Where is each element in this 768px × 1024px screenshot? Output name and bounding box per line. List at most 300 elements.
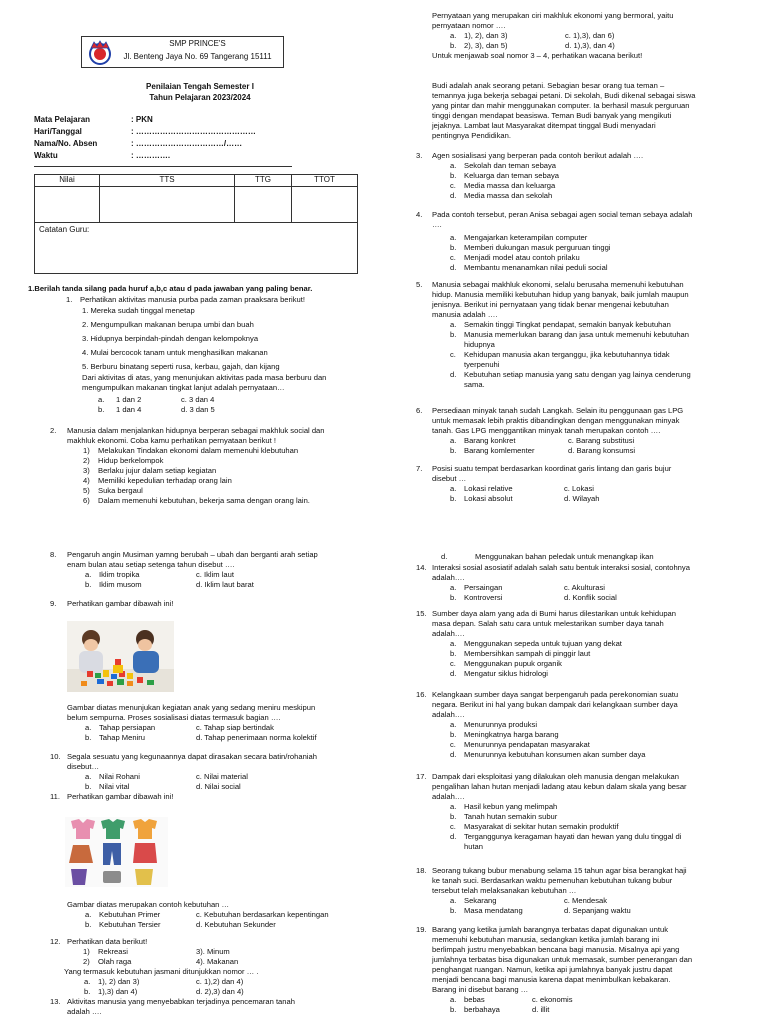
passage-line: pentingnya Pendidikan.	[432, 131, 511, 141]
answer-row	[432, 41, 762, 51]
option-text: Media massa dan sekolah	[464, 191, 553, 201]
question-7	[416, 464, 761, 504]
option-c[interactable]: c. Tahap siap bertindak	[196, 723, 274, 733]
answer-row	[416, 583, 761, 593]
answer-row	[67, 733, 387, 743]
answer-row	[416, 1005, 761, 1015]
answer-option[interactable]	[450, 320, 761, 330]
question-number: 16.	[416, 690, 427, 699]
name-field[interactable]: : ……………………………/……	[131, 139, 243, 148]
option-letter[interactable]: a.	[450, 896, 457, 906]
question-number: 18.	[416, 866, 427, 875]
option-letter[interactable]: b.	[450, 1005, 457, 1015]
option-text: Masyarakat di sekitar hutan semakin produktif	[464, 822, 619, 832]
option-c[interactable]: c. ekonomis	[532, 995, 573, 1005]
question-stem: untuk memasak lebih praktis dibandingkan dengan menggunakan minyak	[432, 416, 680, 426]
answer-option[interactable]	[450, 171, 761, 181]
answer-option[interactable]	[450, 720, 761, 730]
option-text: Media massa dan keluarga	[464, 181, 556, 191]
question-stem: Interaksi sosial asosiatif adalah salah satu bentuk interaksi sosial, contohnya	[432, 563, 690, 572]
question-stem: hidup. Manusia memiliki kebutuhan hidup yang banyak, baik jumlah maupun	[432, 290, 689, 300]
score-header-ttot: TTOT	[292, 175, 358, 187]
option-letter: d.	[450, 669, 457, 679]
option-letter[interactable]: b.	[450, 593, 457, 603]
question-number: 7.	[416, 464, 423, 473]
answer-row	[416, 484, 761, 494]
answer-option[interactable]	[450, 740, 761, 750]
option-letter[interactable]: a.	[450, 995, 457, 1005]
question-number: 15.	[416, 609, 427, 618]
question-text: Pernyataan yang merupakan ciri makhluk ekonomi yang bermoral, yaitu	[432, 11, 674, 20]
question-stem: Gambar diatas merupakan contoh kebutuhan …	[67, 900, 230, 909]
teacher-notes-label: Catatan Guru:	[39, 225, 90, 234]
reading-passage	[432, 81, 767, 141]
option-b[interactable]: Kontroversi	[464, 593, 503, 603]
question-stem: Segala sesuatu yang kegunaannya dapat dirasakan secara batin/rohaniah	[67, 752, 317, 761]
answer-option[interactable]	[450, 243, 761, 253]
option-d[interactable]: d. Kebutuhan Sekunder	[196, 920, 276, 930]
option-a[interactable]: 1), 2), dan 3)	[464, 31, 508, 41]
option-text: Sekolah dan teman sebaya	[464, 161, 557, 171]
option-letter[interactable]: a.	[98, 395, 105, 405]
question-stem: ke tanah suci. Berdasarkan waktu pemenuhan kebutuhan tukang bubur	[432, 876, 673, 886]
question-number: 13.	[50, 997, 61, 1007]
option-a[interactable]: Sekarang	[464, 896, 497, 906]
option-letter: b.	[450, 649, 457, 659]
option-c[interactable]: c. 3 dan 4	[181, 395, 215, 405]
question-stem: Manusia dalam menjalankan hidupnya berperan sebagai makhluk social dan	[67, 426, 325, 435]
score-cell[interactable]	[100, 186, 235, 222]
option-c[interactable]: c. 1),3), dan 6)	[565, 31, 615, 41]
answer-row	[82, 405, 366, 415]
answer-row	[67, 910, 387, 920]
answer-option[interactable]	[450, 253, 761, 263]
question-number: 8.	[50, 550, 57, 559]
option-d[interactable]: d. Wilayah	[564, 494, 600, 504]
option-b[interactable]: 1),3) dan 4)	[98, 987, 138, 997]
answer-option[interactable]	[450, 370, 761, 380]
option-letter[interactable]: b.	[85, 920, 92, 930]
question-number: 6.	[416, 406, 423, 415]
answer-option[interactable]	[450, 750, 761, 760]
score-cell[interactable]	[292, 186, 358, 222]
question-stem: Perhatikan aktivitas manusia purba pada zaman praaksara berikut!	[80, 295, 305, 304]
option-c[interactable]: c. Kebutuhan berdasarkan kepentingan	[196, 910, 329, 920]
statement-number: 4)	[83, 476, 90, 486]
option-letter: a.	[450, 720, 457, 730]
option-text: hutan	[464, 842, 484, 852]
question-number: 9.	[50, 599, 57, 608]
option-letter[interactable]: a.	[450, 583, 457, 593]
option-d[interactable]: d. Barang konsumsi	[568, 446, 636, 456]
answer-row	[50, 977, 380, 987]
score-cell[interactable]	[35, 186, 100, 222]
question-15	[416, 609, 761, 679]
option-letter: a.	[450, 802, 457, 812]
question-stem: Yang termasuk kebutuhan jasmani ditunjukkan nomor … .	[64, 967, 259, 977]
name-row	[34, 139, 242, 150]
passage-line: Budi adalah anak seorang petani. Sebagian besar orang tua teman –	[432, 81, 665, 90]
option-d[interactable]: d. Nilai social	[196, 782, 241, 792]
statement-item	[83, 446, 370, 456]
question-number: 17.	[416, 772, 427, 781]
name-label: Nama/No. Absen	[34, 139, 98, 148]
question-stem: Perhatikan gambar dibawah ini!	[67, 599, 174, 608]
question-11-body	[67, 900, 387, 930]
option-letter[interactable]: b.	[85, 580, 92, 590]
option-letter: c.	[450, 181, 456, 191]
question-stem: disebut…	[67, 762, 100, 772]
statement-text: Suka bergaul	[98, 486, 143, 496]
question-stem: pengalihan lahan hutan menjadi ladang atau kebun dalam skala yang besar	[432, 782, 687, 792]
statement-item	[83, 466, 370, 476]
answer-row	[432, 31, 762, 41]
question-stem: berlimpah justru menyebabkan bencana bagi manusia. Misalnya api yang	[432, 945, 680, 955]
option-letter[interactable]: b.	[450, 906, 457, 916]
question-stem: Persediaan minyak tanah sudah Langkah. Selain itu penggunaan gas LPG	[432, 406, 684, 415]
question-5	[416, 280, 761, 390]
question-stem: jenisnya. Berikut ini pernyataan yang tidak benar mengenai kebutuhan	[432, 300, 669, 310]
option-letter[interactable]: a.	[450, 436, 457, 446]
option-text: Meningkatnya harga barang	[464, 730, 559, 740]
data-item: Rekreasi	[98, 947, 128, 957]
answer-option[interactable]	[450, 161, 761, 171]
option-text: hidupnya	[464, 340, 495, 350]
answer-option[interactable]	[450, 822, 761, 832]
statement-number: 2)	[83, 456, 90, 466]
statement-item	[83, 456, 370, 466]
statement-text: Berlaku jujur dalam setiap kegiatan	[98, 466, 217, 476]
option-letter: a.	[450, 161, 457, 171]
option-d[interactable]: d. 1),3), dan 4)	[565, 41, 615, 51]
children-playing-image	[67, 621, 174, 692]
time-label: Waktu	[34, 151, 58, 160]
option-d[interactable]: d. Tahap penerimaan norma kolektif	[196, 733, 317, 743]
statement-item	[83, 486, 370, 496]
answer-option[interactable]	[450, 812, 761, 822]
question-number: 2.	[50, 426, 57, 435]
option-text: Terganggunya keragaman hayati dan hewan yang dulu tinggal di	[464, 832, 682, 842]
question-stem: Sumber daya alam yang ada di Bumi harus dilestarikan untuk kehidupan	[432, 609, 676, 618]
option-b[interactable]: berbahaya	[464, 1005, 500, 1015]
option-b[interactable]: Nilai vital	[99, 782, 130, 792]
option-text: Menggunakan pupuk organik	[464, 659, 562, 669]
score-header-tts: TTS	[100, 175, 235, 187]
answer-row	[416, 593, 761, 603]
option-letter: b.	[450, 243, 457, 253]
data-number: 1)	[83, 947, 90, 957]
answer-option[interactable]	[450, 350, 761, 360]
option-a[interactable]: 1), 2) dan 3)	[98, 977, 140, 987]
answer-row	[416, 896, 761, 906]
option-letter: b.	[450, 330, 457, 340]
option-letter[interactable]: b.	[85, 782, 92, 792]
exam-year: Tahun Pelajaran 2023/2024	[149, 93, 251, 102]
answer-option[interactable]	[450, 181, 761, 191]
option-text: Kehidupan manusia akan terganggu, jika kebutuhannya tidak	[464, 350, 670, 360]
option-text: Semakin tinggi Tingkat pendapat, semakin banyak kebutuhan	[464, 320, 671, 330]
statement-item: 4. Mulai bercocok tanam untuk menghasilkan makanan	[82, 348, 268, 358]
option-text: Membantu menanamkan nilai peduli social	[464, 263, 608, 273]
option-letter[interactable]: a.	[85, 723, 92, 733]
option-letter[interactable]: b.	[450, 41, 457, 51]
question-text: mengumpulkan makanan tingkat lanjut adalah pernyataan…	[82, 383, 285, 393]
option-text: Manusia memerlukan barang dan jasa untuk memenuhi kebutuhan	[464, 330, 689, 340]
option-a[interactable]: Iklim tropika	[99, 570, 140, 580]
option-letter[interactable]: b.	[85, 733, 92, 743]
question-number: 5.	[416, 280, 423, 289]
answer-option[interactable]	[450, 730, 761, 740]
option-letter[interactable]: a.	[450, 484, 457, 494]
answer-row	[67, 920, 387, 930]
option-letter: c.	[450, 740, 456, 750]
question-17	[416, 772, 761, 852]
answer-option[interactable]	[450, 832, 761, 842]
option-a[interactable]: Kebutuhan Primer	[99, 910, 161, 920]
option-text: Menggunakan bahan peledak untuk menangkap ikan	[475, 552, 654, 561]
question-stem: negara. Berikut ini hal yang bukan dampak dari kelangkaan sumber daya	[432, 700, 678, 710]
answer-option[interactable]	[450, 639, 761, 649]
day-field[interactable]: : ………………………………………	[131, 127, 256, 136]
question-stem: Pengaruh angin Musiman yamng berubah – ubah dan berganti arah setiap	[67, 550, 318, 559]
answer-row	[50, 987, 380, 997]
option-c[interactable]: c. 1),2) dan 4)	[196, 977, 244, 987]
question-number: 3.	[416, 151, 423, 160]
option-text: Menurunnya produksi	[464, 720, 538, 730]
option-a[interactable]: 1 dan 2	[116, 395, 142, 405]
answer-option[interactable]	[450, 233, 761, 243]
question-stem: makhluk ekonomi. Coba kamu perhatikan pernyataan berikut !	[67, 436, 276, 446]
question-stem: Perhatikan gambar dibawah ini!	[67, 792, 174, 802]
option-c[interactable]: c. Nilai material	[196, 772, 248, 782]
question-stem: menjadi bencana bagi manusia karena dapat menimbulkan kebakaran.	[432, 975, 671, 985]
option-a[interactable]: Persaingan	[464, 583, 503, 593]
question-4	[416, 210, 761, 273]
school-header	[81, 36, 284, 68]
question-stem: disebut …	[432, 474, 467, 484]
question-text: Dari aktivitas di atas, yang menunjukan aktivitas pada masa berburu dan	[82, 373, 327, 383]
question-2-continued	[432, 11, 762, 61]
option-b[interactable]: 2), 3), dan 5)	[464, 41, 508, 51]
divider	[34, 166, 292, 167]
option-c[interactable]: c. Lokasi	[564, 484, 594, 494]
option-letter[interactable]: a.	[85, 910, 92, 920]
question-stem: belum sempurna. Proses sosialisasi diatas termasuk bagian ….	[67, 713, 281, 723]
option-a[interactable]: Lokasi relative	[464, 484, 513, 494]
statement-item: 1. Mereka sudah tinggal menetap	[82, 306, 195, 316]
question-19	[416, 925, 761, 1015]
question-stem: Perhatikan data berikut!	[67, 937, 148, 946]
question-13-option-d[interactable]	[441, 552, 761, 562]
option-d[interactable]: d. 2),3) dan 4)	[196, 987, 244, 997]
statement-text: Dalam memenuhi kebutuhan, bekerja sama dengan orang lain.	[98, 496, 310, 506]
option-text: Menurunnya pendapatan masyarakat	[464, 740, 590, 750]
answer-row	[416, 995, 761, 1005]
option-b[interactable]: Tahap Meniru	[99, 733, 146, 743]
data-number: 2)	[83, 957, 90, 967]
question-number: 12.	[50, 937, 61, 946]
option-letter: b.	[450, 171, 457, 181]
question-14	[416, 563, 761, 603]
school-logo-icon	[85, 39, 115, 65]
option-b[interactable]: Lokasi absolut	[464, 494, 513, 504]
question-stem: masa depan. Salah satu cara untuk melestarikan sumber daya tanah	[432, 619, 664, 629]
option-d[interactable]: d. illit	[532, 1005, 550, 1015]
option-d[interactable]: d. Konflik social	[564, 593, 617, 603]
answer-option[interactable]	[450, 802, 761, 812]
option-text: Mengatur siklus hidrologi	[464, 669, 548, 679]
option-letter[interactable]: a.	[85, 772, 92, 782]
exam-title: Penilaian Tengah Semester I	[146, 82, 254, 91]
option-c[interactable]: c. Akulturasi	[564, 583, 605, 593]
option-letter[interactable]: b.	[84, 987, 91, 997]
question-stem: adalah….	[432, 710, 465, 720]
statement-number: 3)	[83, 466, 90, 476]
option-text: Kebutuhan setiap manusia yang satu dengan yag lainya cenderung	[464, 370, 691, 380]
question-stem: Manusia sebagai makhluk ekonomi, selalu berusaha memenuhi kebutuhan	[432, 280, 684, 289]
option-a[interactable]: bebas	[464, 995, 485, 1005]
question-stem: memenuhi kebutuhan manusia, sedangkan ketika jumlah barang ini	[432, 935, 660, 945]
data-item: 4). Makanan	[196, 957, 239, 967]
option-letter: c.	[450, 253, 456, 263]
statement-text: Memiliki kepedulian terhadap orang lain	[98, 476, 232, 486]
statement-number: 1)	[83, 446, 90, 456]
option-c[interactable]: c. Iklim laut	[196, 570, 234, 580]
option-letter: c.	[450, 822, 456, 832]
question-stem: Aktivitas manusia yang menyebabkan terjadinya pencemaran tanah	[67, 997, 295, 1007]
data-item: Olah raga	[98, 957, 132, 967]
question-16	[416, 690, 761, 760]
question-12	[50, 937, 380, 1017]
data-row	[50, 947, 380, 957]
question-stem: Barang yang ketika jumlah barangnya terbatas dapat digunakan untuk	[432, 925, 668, 934]
question-stem: penghangat ruangan. Namun, ketika api jumlahnya banyak justru dapat	[432, 965, 673, 975]
option-letter: d.	[450, 832, 457, 842]
option-letter[interactable]: a.	[84, 977, 91, 987]
option-text: sama.	[464, 380, 485, 390]
option-letter: d.	[450, 191, 457, 201]
option-text: Memberi dukungan masuk perguruan tinggi	[464, 243, 611, 253]
answer-option[interactable]	[450, 669, 761, 679]
statement-item: 3. Hidupnya berpindah-pindah dengan kelompoknya	[82, 334, 259, 344]
time-field[interactable]: : ………….	[131, 151, 171, 160]
option-d[interactable]: d. Iklim laut barat	[196, 580, 254, 590]
statement-number: 5)	[83, 486, 90, 496]
section-instruction: 1.Berilah tanda silang pada huruf a,b,c atau d pada jawaban yang paling benar.	[28, 284, 313, 293]
question-stem: manusia adalah ….	[432, 310, 498, 320]
option-b[interactable]: Masa mendatang	[464, 906, 523, 916]
answer-row	[416, 494, 761, 504]
question-number: 19.	[416, 925, 427, 934]
answer-row	[67, 723, 387, 733]
option-text: Membersihkan sampah di pinggir laut	[464, 649, 591, 659]
day-label: Hari/Tanggal	[34, 127, 82, 136]
data-row	[50, 957, 380, 967]
answer-row	[50, 782, 380, 792]
passage-line: tinggi dengan mendapat beasiswa. Teman Budi banyak yang mengikuti	[432, 111, 672, 121]
question-9	[50, 599, 380, 609]
option-text: tyerpenuhi	[464, 360, 500, 370]
option-letter: c.	[450, 350, 456, 360]
question-stem: tanah. Gas LPG menggantikan minyak tanah merupakan contoh ….	[432, 426, 661, 436]
answer-option[interactable]	[450, 191, 761, 201]
option-c[interactable]: c. Barang substitusi	[568, 436, 635, 446]
option-letter: d.	[450, 750, 457, 760]
question-2	[50, 426, 370, 506]
question-stem: Posisi suatu tempat berdasarkan koordinat garis lintang dan garis bujur	[432, 464, 672, 473]
teacher-notes-box[interactable]	[34, 222, 358, 274]
question-number: 14.	[416, 563, 427, 572]
answer-option[interactable]	[450, 263, 761, 273]
school-address: Jl. Benteng Jaya No. 69 Tangerang 15111	[123, 52, 272, 61]
statement-item: 2. Mengumpulkan makanan berupa umbi dan buah	[82, 320, 254, 330]
statement-text: Hidup berkelompok	[98, 456, 164, 466]
question-stem: ….	[432, 220, 442, 230]
score-cell[interactable]	[235, 186, 292, 222]
question-stem: Barang ini disebut barang …	[432, 985, 529, 995]
option-a[interactable]: Nilai Rohani	[99, 772, 140, 782]
subject-value: : PKN	[131, 115, 153, 124]
option-letter[interactable]: a.	[85, 570, 92, 580]
question-stem: Kelangkaan sumber daya sangat berpengaruh pada perekonomian suatu	[432, 690, 679, 699]
score-table	[34, 174, 358, 223]
option-d[interactable]: d. 3 dan 5	[181, 405, 215, 415]
option-text: Menurunnya kebutuhan konsumen akan sumber daya	[464, 750, 646, 760]
option-c[interactable]: c. Mendesak	[564, 896, 608, 906]
clothing-image	[65, 817, 168, 887]
option-b[interactable]: 1 dan 4	[116, 405, 142, 415]
option-b[interactable]: Iklim musom	[99, 580, 142, 590]
answer-row	[82, 395, 366, 405]
option-letter[interactable]: b.	[450, 446, 457, 456]
question-1	[66, 295, 366, 415]
answer-option[interactable]	[450, 649, 761, 659]
statement-list	[50, 446, 370, 506]
question-number: 11.	[50, 792, 60, 802]
question-10	[50, 752, 380, 802]
reading-instruction: Untuk menjawab soal nomor 3 – 4, perhatikan wacana berikut!	[432, 51, 643, 61]
option-letter: a.	[450, 639, 457, 649]
option-d[interactable]: d. Sepanjang waktu	[564, 906, 631, 916]
question-text: pernyataan nomor ….	[432, 21, 506, 31]
answer-row	[416, 446, 761, 456]
answer-option[interactable]	[450, 659, 761, 669]
option-a[interactable]: Tahap persiapan	[99, 723, 156, 733]
option-a[interactable]: Barang konkret	[464, 436, 516, 446]
option-b[interactable]: Barang komlementer	[464, 446, 535, 456]
data-item: 3). Minum	[196, 947, 230, 957]
option-letter[interactable]: a.	[450, 31, 457, 41]
option-letter[interactable]: b.	[450, 494, 457, 504]
statement-text: Melakukan Tindakan ekonomi dalam memenuhi klebutuhan	[98, 446, 299, 456]
score-header-ttg: TTG	[235, 175, 292, 187]
subject-label: Mata Pelajaran	[34, 115, 91, 124]
option-letter: a.	[450, 320, 457, 330]
option-b[interactable]: Kebutuhan Tersier	[99, 920, 161, 930]
question-number: 4.	[416, 210, 423, 219]
statement-item: 5. Berburu binatang seperti rusa, kerbau, gajah, dan kijang	[82, 362, 280, 372]
question-stem: adalah….	[432, 792, 465, 802]
question-stem: adalah ….	[67, 1007, 102, 1017]
statement-item	[83, 476, 370, 486]
question-6	[416, 406, 761, 456]
question-stem: adalah….	[432, 629, 465, 639]
option-letter[interactable]: b.	[98, 405, 105, 415]
question-18	[416, 866, 761, 916]
question-number: 10.	[50, 752, 61, 761]
question-stem: Dampak dari eksploitasi yang dilakukan oleh manusia dengan melakukan	[432, 772, 679, 781]
answer-option[interactable]	[450, 330, 761, 340]
